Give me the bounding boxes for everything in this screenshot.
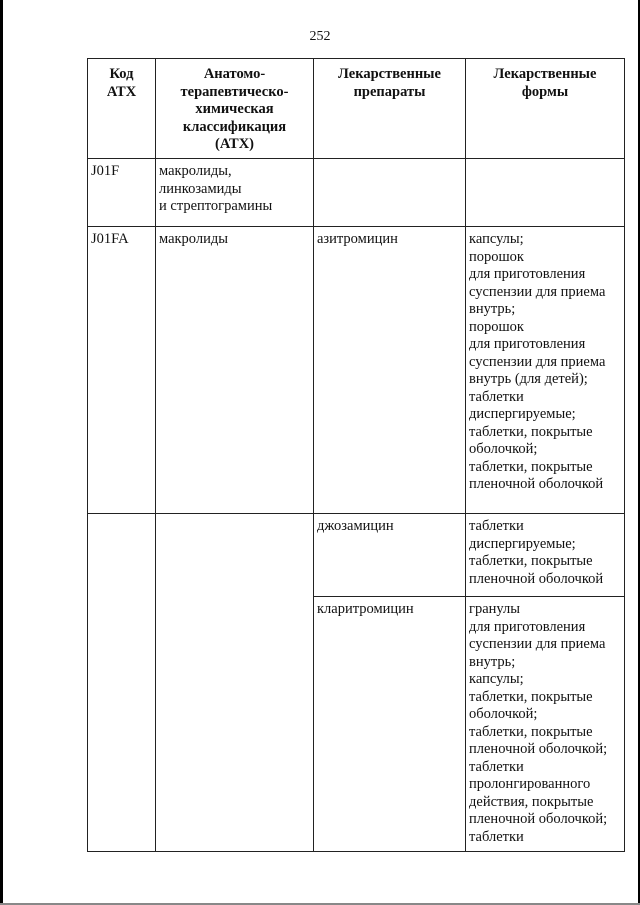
header-classification [156, 59, 314, 159]
text-line: таблетки [469, 518, 524, 534]
text-line: таблетки [469, 828, 524, 845]
text-line: пленочной оболочкой [469, 476, 604, 492]
table-row [88, 227, 625, 514]
text-line: препараты [353, 83, 426, 100]
text-line: и стрептограмины [159, 198, 273, 214]
text-line: оболочкой; [469, 441, 538, 457]
atx-table [87, 58, 625, 852]
header-code [88, 59, 156, 159]
table-row [88, 597, 625, 852]
text-line: макролиды, [159, 163, 232, 179]
text-line: суспензии для приема [469, 353, 606, 370]
cell-code [88, 597, 156, 852]
text-line: таблетки, покрытые [469, 423, 593, 440]
text-line: химическая [195, 101, 274, 117]
table-row [88, 514, 625, 597]
text-line: формы [521, 83, 569, 100]
cell-classification [156, 514, 314, 597]
table-header-row [88, 59, 625, 159]
cell-code: J01FA [88, 227, 156, 514]
cell-forms [466, 159, 625, 227]
cell-code [88, 514, 156, 597]
text-line: для приготовления [469, 618, 586, 635]
text-line: таблетки, покрытые [469, 458, 593, 475]
text-line: для приготовления [469, 336, 586, 352]
text-line: порошок [469, 318, 524, 335]
text-line: пленочной оболочкой [469, 570, 604, 587]
text-line: суспензии для приема [469, 636, 606, 652]
cell-classification [156, 597, 314, 852]
text-line: капсулы; [469, 231, 524, 247]
text-line: капсулы; [469, 671, 524, 687]
text-line: гранулы [469, 601, 520, 617]
text-line: макролиды [159, 231, 228, 247]
cell-forms [466, 514, 625, 597]
page-number: 252 [309, 29, 331, 44]
text-line: внутрь (для детей); [469, 371, 588, 387]
text-line: суспензии для приема [469, 283, 606, 300]
cell-code: J01F [88, 159, 156, 227]
text-line: таблетки, покрытые [469, 723, 593, 740]
text-line: диспергируемые; [469, 535, 576, 552]
text-line: классификация [182, 118, 287, 135]
text-line: терапевтическо- [180, 83, 289, 100]
text-line: таблетки, покрытые [469, 688, 593, 705]
text-line: линкозамиды [159, 180, 242, 197]
text-line: Анатомо- [203, 66, 266, 82]
header-drugs [314, 59, 466, 159]
text-line: (АТХ) [215, 136, 254, 152]
text-line: пленочной оболочкой; [469, 811, 608, 827]
cell-classification [156, 227, 314, 514]
text-line: внутрь; [469, 301, 516, 317]
text-line: для приготовления [469, 266, 586, 282]
cell-classification [156, 159, 314, 227]
text-line: действия, покрытые [469, 793, 594, 810]
scan-edge-left [0, 0, 3, 905]
text-line: пролонгированного [469, 776, 591, 792]
text-line: АТХ [106, 83, 137, 100]
text-line: Код [109, 66, 134, 82]
cell-forms [466, 227, 625, 514]
table-row [88, 159, 625, 227]
text-line: внутрь; [469, 653, 516, 670]
text-line: Лекарственные [493, 66, 597, 82]
text-line: пленочной оболочкой; [469, 741, 608, 757]
cell-drug [314, 159, 466, 227]
cell-drug: джозамицин [314, 514, 466, 597]
text-line: порошок [469, 248, 524, 265]
text-line: таблетки, покрытые [469, 553, 593, 569]
cell-drug: кларитромицин [314, 597, 466, 852]
text-line: оболочкой; [469, 706, 538, 722]
cell-drug: азитромицин [314, 227, 466, 514]
text-line: таблетки [469, 758, 524, 775]
text-line: Лекарственные [338, 66, 441, 82]
header-forms [466, 59, 625, 159]
text-line: таблетки [469, 388, 524, 405]
text-line: диспергируемые; [469, 406, 576, 422]
cell-forms [466, 597, 625, 852]
